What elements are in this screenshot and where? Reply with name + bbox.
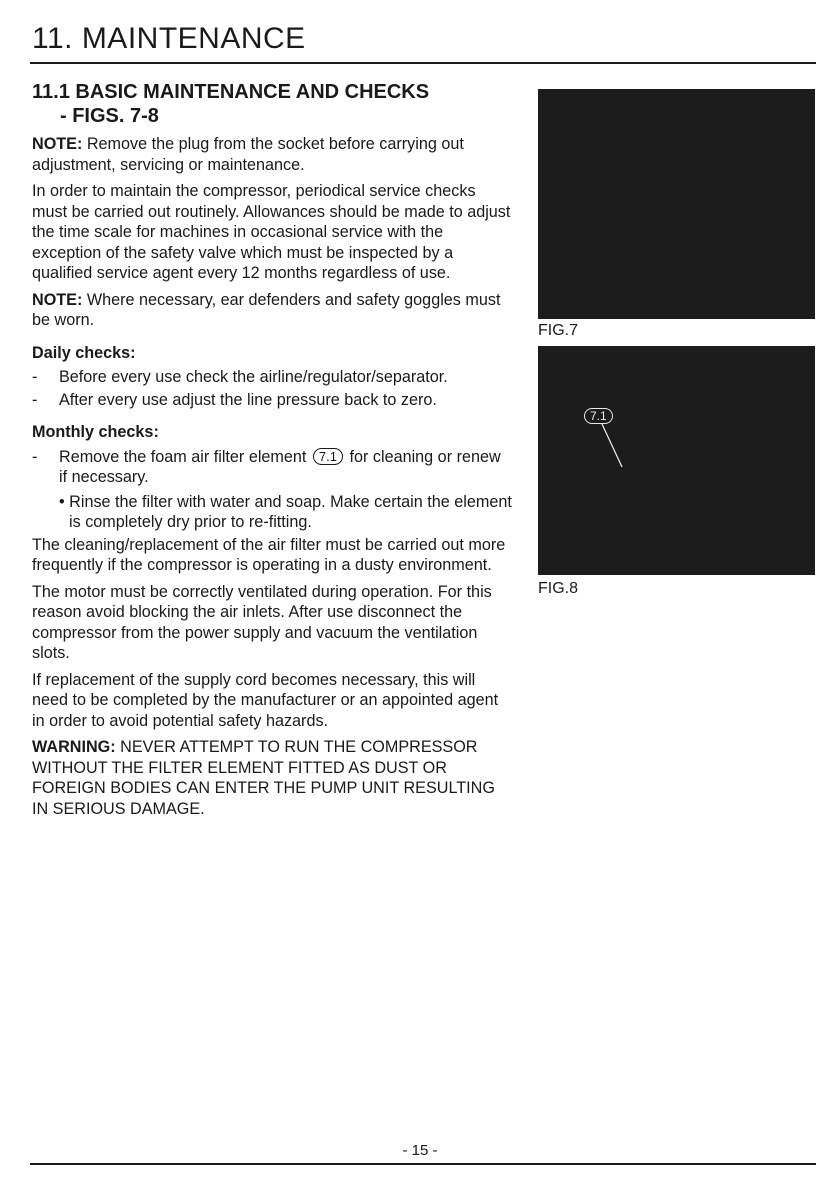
list-item: - Before every use check the airline/regulator/separator. bbox=[32, 368, 448, 386]
section-title-line2: - FIGS. 7-8 bbox=[60, 105, 159, 127]
note-text: Remove the plug from the socket before carrying out adjustment, servicing or maintenance. bbox=[32, 135, 464, 174]
section-title bbox=[32, 80, 512, 128]
warning-text: NEVER ATTEMPT TO RUN THE COMPRESSOR WITHOUT THE FILTER ELEMENT FITTED AS DUST OR FOREIGN BODIES CAN ENTER THE PUMP UNIT RESULTING IN SERIOUS DAMAGE. bbox=[32, 738, 495, 818]
warning-label: WARNING: bbox=[32, 738, 116, 756]
page-number: - 15 - bbox=[402, 1142, 438, 1159]
top-divider bbox=[30, 62, 816, 64]
figure-7-caption: FIG.7 bbox=[538, 322, 579, 339]
monthly-checks-list bbox=[32, 447, 512, 488]
chapter-title: 11. MAINTENANCE bbox=[32, 22, 306, 55]
note-label: NOTE: bbox=[32, 135, 83, 153]
note-plug bbox=[32, 134, 512, 175]
figure-7-image bbox=[538, 89, 815, 319]
note-label: NOTE: bbox=[32, 290, 83, 309]
figure-8-callout: 7.1 bbox=[584, 408, 613, 424]
list-item: - Remove the foam air filter element 7.1 for cleaning or renew if necessary. bbox=[32, 447, 501, 486]
figure-8-image bbox=[538, 346, 815, 575]
filter-paragraph: The cleaning/replacement of the air filter must be carried out more frequently if the compressor is operating in a dusty environment. bbox=[32, 535, 506, 574]
supply-cord-paragraph: If replacement of the supply cord becomes necessary, this will need to be completed by the manufacturer or an appointed agent in order to avoid potential safety hazards. bbox=[32, 670, 499, 730]
note-ppe bbox=[32, 290, 512, 331]
daily-checks-list bbox=[32, 367, 512, 410]
daily-checks-heading: Daily checks: bbox=[32, 343, 136, 362]
monthly-checks-heading: Monthly checks: bbox=[32, 423, 159, 441]
note-text: Where necessary, ear defenders and safety goggles must be worn. bbox=[32, 290, 501, 329]
warning-paragraph bbox=[32, 737, 512, 819]
section-title-line1: 11.1 BASIC MAINTENANCE AND CHECKS bbox=[32, 81, 430, 103]
callout-leader-line bbox=[538, 346, 815, 575]
main-text-column bbox=[32, 80, 512, 825]
bottom-divider bbox=[30, 1163, 816, 1165]
part-callout: 7.1 bbox=[313, 448, 343, 465]
dash-marker: - bbox=[32, 390, 38, 409]
figure-8-caption: FIG.8 bbox=[538, 580, 579, 597]
dash-marker: - bbox=[32, 447, 38, 466]
sub-bullet: • Rinse the filter with water and soap. Make certain the element is completely dry prior to re-fitting. bbox=[59, 492, 512, 531]
ventilation-paragraph: The motor must be correctly ventilated during operation. For this reason avoid blocking the air inlets. After use disconnect the compressor from the power supply and vacuum the ventilation slots. bbox=[32, 582, 492, 662]
dash-marker: - bbox=[32, 368, 38, 386]
list-item: - After every use adjust the line pressure back to zero. bbox=[32, 390, 437, 409]
service-paragraph: In order to maintain the compressor, periodical service checks must be carried out routinely. Allowances should be made to adjust the time scale for machines in occasional service with the exception of the safety valve which must be inspected by a qualified service agent every 12 months regardless of use. bbox=[32, 182, 511, 282]
